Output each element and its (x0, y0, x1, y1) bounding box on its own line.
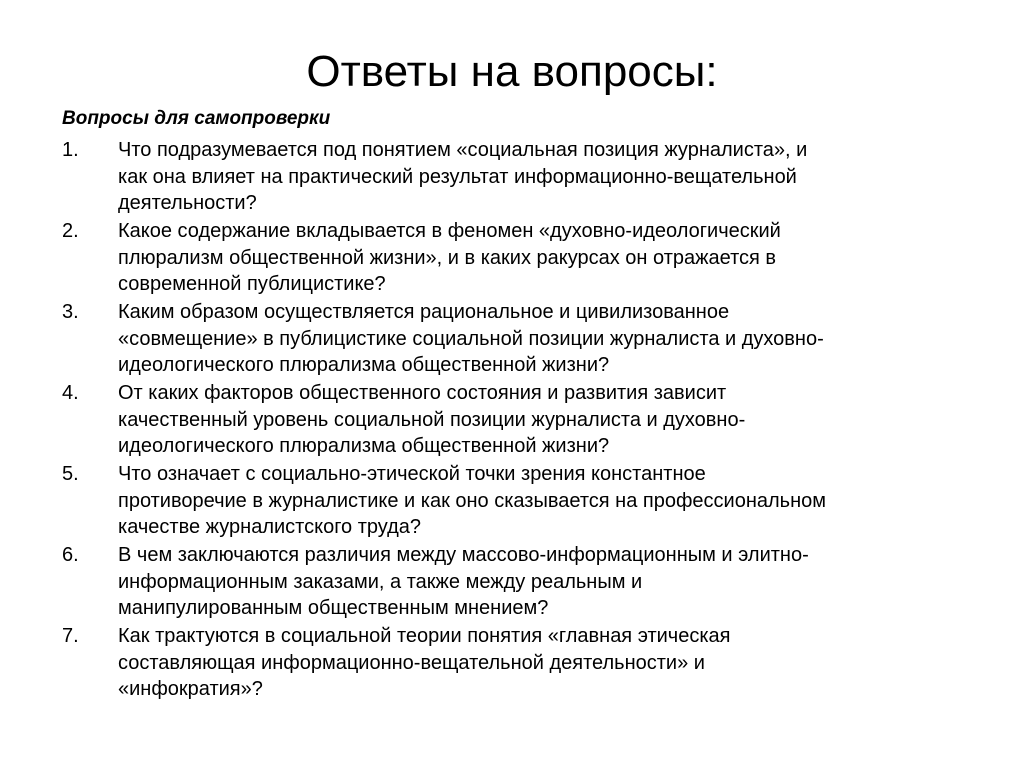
question-text-line: Каким образом осуществляется рациональное и цивилизованное (118, 301, 730, 323)
question-number: 1. (62, 139, 79, 161)
question-text-line: деятельности? (118, 192, 257, 214)
questions-list (62, 137, 982, 704)
question-item (62, 461, 982, 541)
question-text-line: Что подразумевается под понятием «социальная позиция журналиста», и (118, 139, 808, 161)
question-text-line: В чем заключаются различия между массово-информационным и элитно- (118, 544, 809, 566)
question-text-line: «инфократия»? (118, 678, 263, 700)
question-number: 4. (62, 382, 79, 404)
question-number: 2. (62, 220, 79, 242)
question-text-line: как она влияет на практический результат информационно-вещательной (118, 165, 797, 188)
question-text-line: современной публицистике? (118, 273, 386, 295)
question-text-line: Что означает с социально-этической точки зрения константное (118, 463, 706, 485)
question-text-line: качестве журналистского труда? (118, 516, 422, 538)
question-text-line: манипулированным общественным мнением? (118, 597, 549, 619)
question-text-line: идеологического плюрализма общественной жизни? (118, 435, 610, 457)
question-number: 3. (62, 301, 79, 323)
question-text-line: «совмещение» в публицистике социальной позиции журналиста и духовно- (118, 327, 824, 350)
question-item (62, 380, 982, 460)
question-text-line: От каких факторов общественного состояния и развития зависит (118, 382, 727, 404)
question-text-line: противоречие в журналистике и как оно сказывается на профессиональном (118, 489, 827, 512)
question-number: 5. (62, 463, 79, 485)
question-text-line: Как трактуются в социальной теории понятия «главная этическая (118, 625, 731, 647)
question-item (62, 218, 982, 298)
section-subtitle: Вопросы для самопроверки (62, 108, 331, 129)
question-number: 7. (62, 625, 79, 647)
question-item (62, 542, 982, 622)
question-item (62, 299, 982, 379)
question-text-line: идеологического плюрализма общественной жизни? (118, 354, 610, 376)
question-number: 6. (62, 544, 79, 566)
question-item (62, 137, 982, 217)
slide-title: Ответы на вопросы: (306, 47, 718, 96)
question-text-line: плюрализм общественной жизни», и в каких ракурсах он отражается в (118, 246, 777, 269)
question-text-line: качественный уровень социальной позиции журналиста и духовно- (118, 408, 746, 431)
question-item (62, 623, 982, 703)
question-text-line: информационным заказами, а также между реальным и (118, 570, 643, 593)
question-text-line: Какое содержание вкладывается в феномен «духовно-идеологический (118, 220, 781, 242)
question-text-line: составляющая информационно-вещательной деятельности» и (118, 651, 705, 674)
